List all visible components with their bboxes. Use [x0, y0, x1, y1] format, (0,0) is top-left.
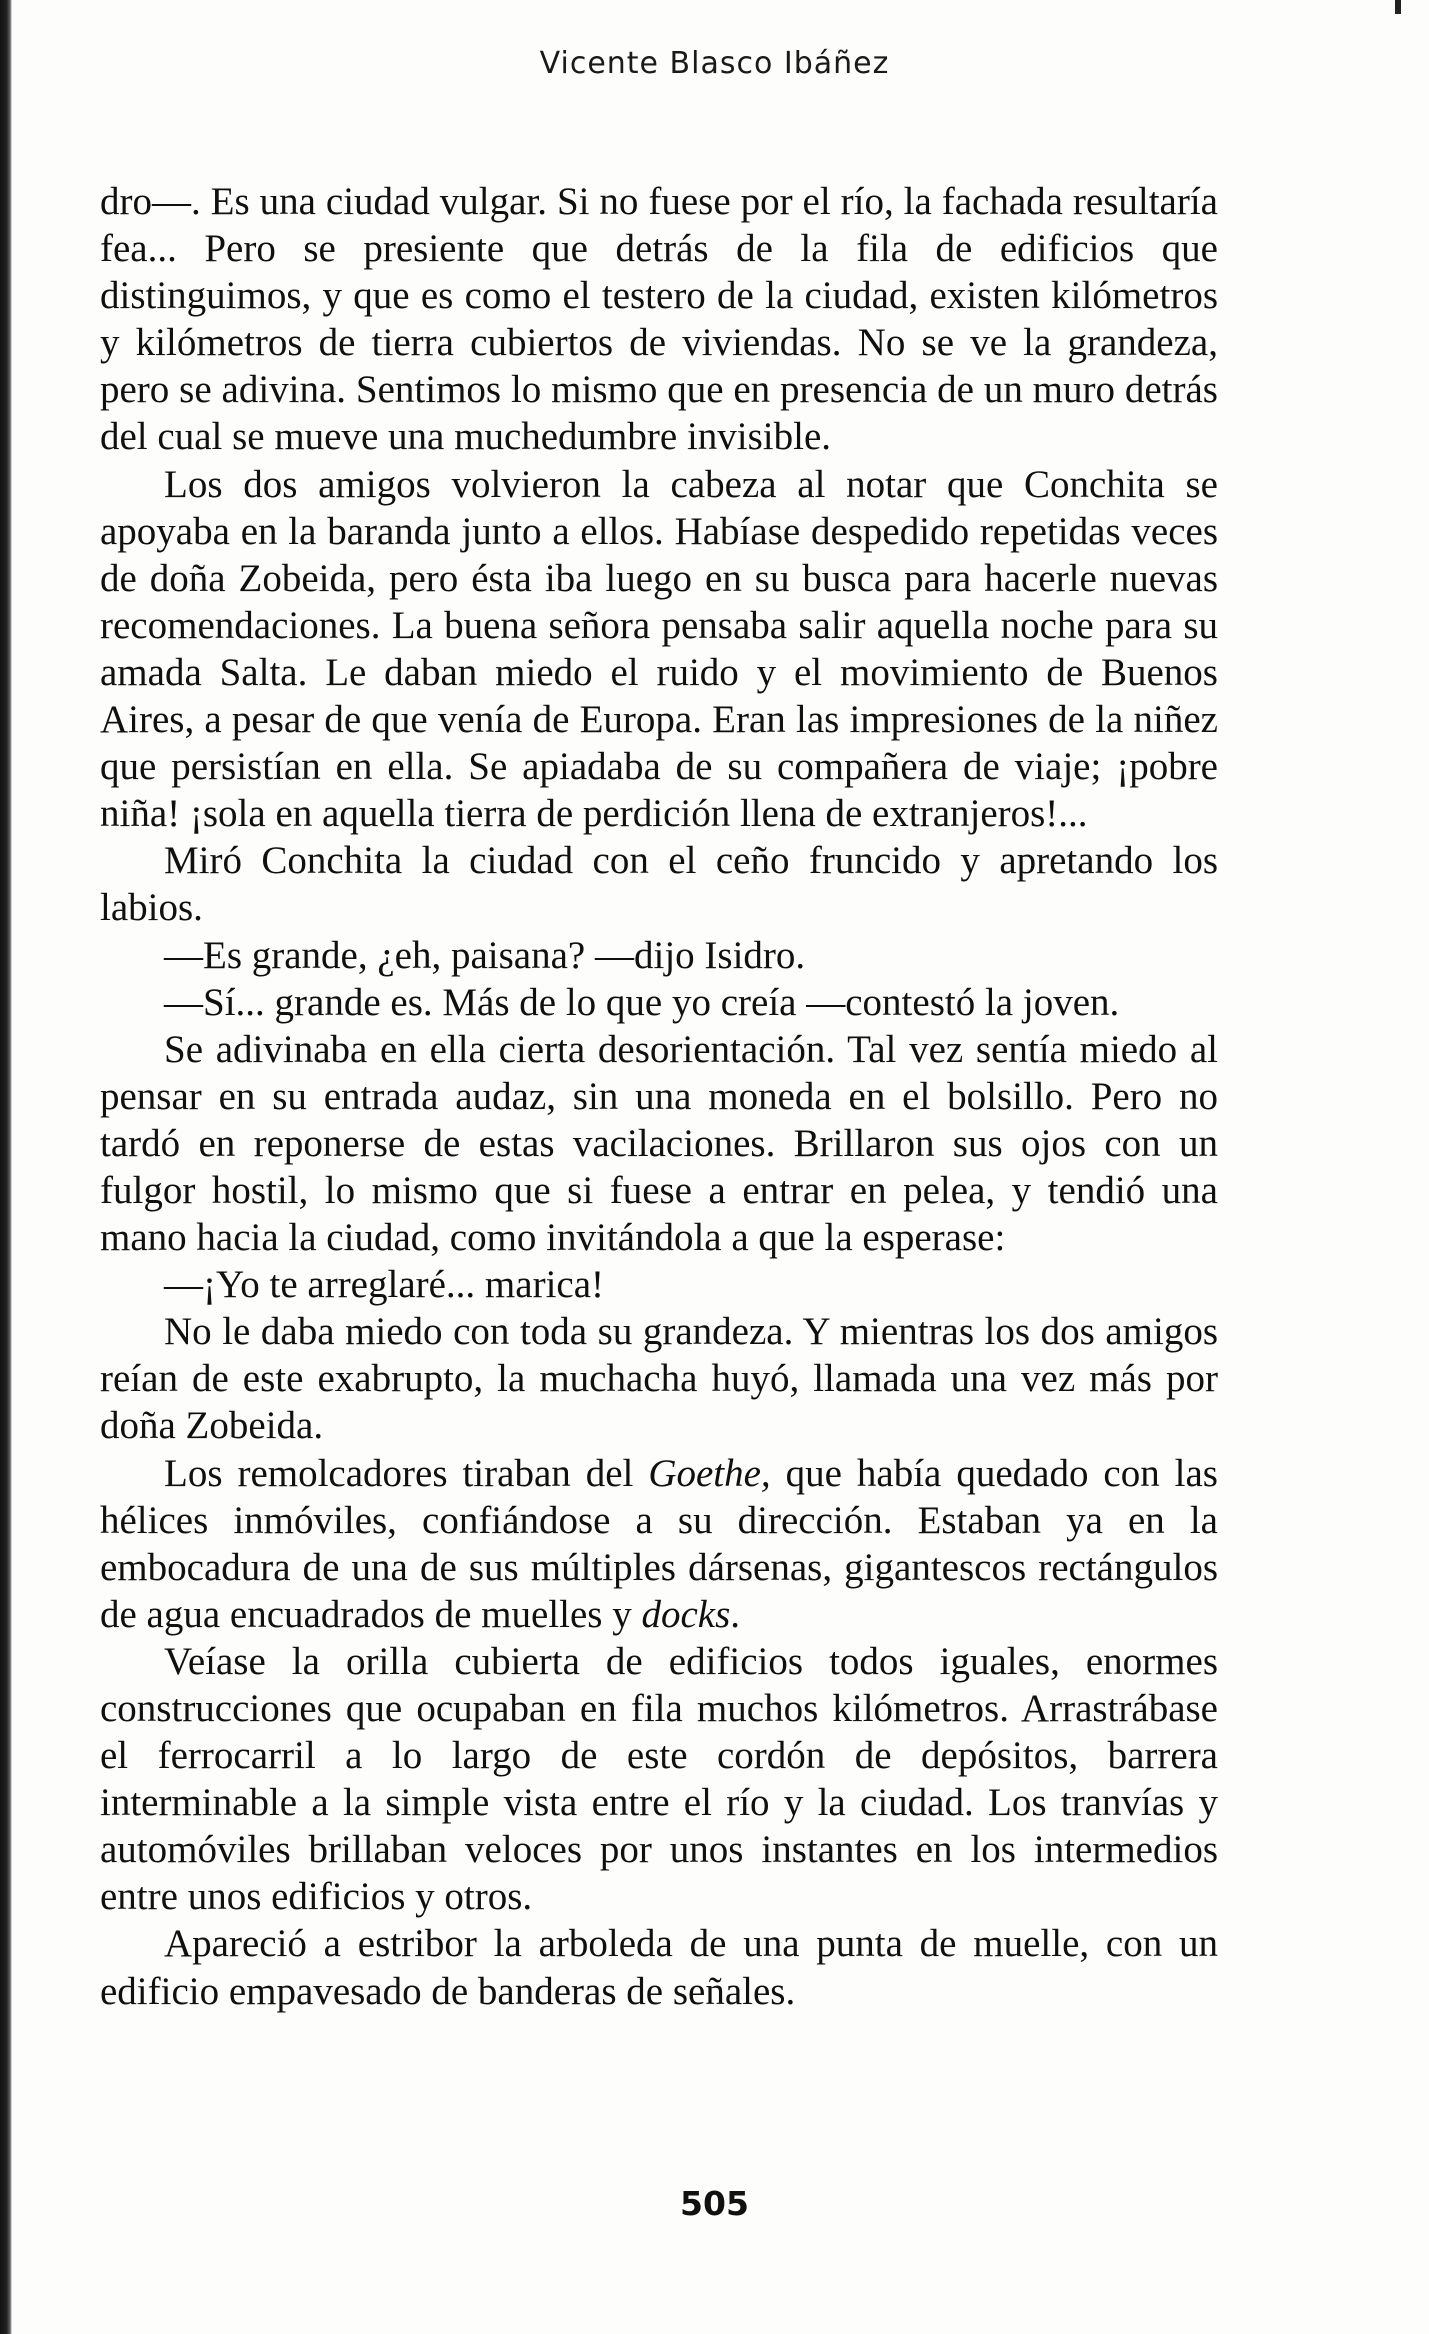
docks-word: docks [641, 1592, 731, 1636]
paragraph-1: dro—. Es una ciudad vulgar. Si no fuese por el río, la fachada resultaría fea... Pero se presiente que detrás de la fila de edificios que distinguimos, y que es como el testero de la ciudad, existen kilómetros y kilómetros de tierra cubiertos de viviendas. No se ve la grandeza, pero se adivina. Sentimos lo mismo que en presencia de un muro detrás del cual se mueve una muchedumbre invisible. [100, 180, 1218, 459]
paragraph-11: Apareció a estribor la arboleda de una punta de muelle, con un edificio empavesado de banderas de señales. [100, 1922, 1218, 2013]
page-number: 505 [680, 2184, 749, 2223]
corner-scan-mark [1395, 0, 1401, 14]
dialogue-conchita: —Sí... grande es. Más de lo que yo creía —contestó la joven. [164, 980, 1120, 1024]
goethe-ship-name: Goethe, [648, 1451, 771, 1495]
dialogue-isidro: —Es grande, ¿eh, paisana? —dijo Isidro. [164, 933, 806, 977]
paragraph-3: Miró Conchita la ciudad con el ceño fruncido y apretando los labios. [100, 839, 1218, 930]
paragraph-6: Se adivinaba en ella cierta desorientación. Tal vez sentía miedo al pensar en su entrada audaz, sin una moneda en el bolsillo. Pero no tardó en reponerse de estas vacilaciones. Brillaron sus ojos con un fulgor hostil, lo mismo que si fuese a entrar en pelea, y tendió una mano hacia la ciudad, como invitándola a que la esperase: [100, 1027, 1218, 1260]
goethe-text-end: . [730, 1592, 741, 1636]
paragraph-8: No le daba miedo con toda su grandeza. Y mientras los dos amigos reían de este exabrupto, la muchacha huyó, llamada una vez más por doña Zobeida. [100, 1310, 1218, 1448]
paragraph-goethe [100, 1450, 1218, 1638]
goethe-text-before: Los remolcadores tiraban del [164, 1451, 649, 1495]
paragraph-2: Los dos amigos volvieron la cabeza al notar que Conchita se apoyaba en la baranda junto a ellos. Habíase despedido repetidas veces de doña Zobeida, pero ésta iba luego en su busca para hacerle nuevas recomendaciones. La buena señora pensaba salir aquella noche para su amada Salta. Le daban miedo el ruido y el movimiento de Buenos Aires, a pesar de que venía de Europa. Eran las impresiones de la niñez que persistían en ella. Se apiadaba de su compañera de viaje; ¡pobre niña! ¡sola en aquella tierra de perdición llena de extranjeros!... [100, 462, 1218, 836]
goethe-text-after: que había quedado con las hélices inmóviles, confiándose a su dirección. Estaban ya en la embocadura de una de sus múltiples dársenas, gigantescos rectángulos de agua encuadrados de muelles y [100, 1451, 1218, 1636]
running-head: Vicente Blasco Ibáñez [539, 46, 890, 81]
paragraph-10: Veíase la orilla cubierta de edificios todos iguales, enormes construcciones que ocupaban en fila muchos kilómetros. Arrastrábase el ferrocarril a lo largo de este cordón de depósitos, barrera interminable a la simple vista entre el río y la ciudad. Los tranvías y automóviles brillaban veloces por unos instantes en los intermedios entre unos edificios y otros. [100, 1639, 1218, 1919]
dialogue-arreglare: —¡Yo te arreglaré... marica! [164, 1263, 605, 1307]
page-binding-edge [0, 0, 12, 2334]
body-text [100, 178, 1218, 2015]
